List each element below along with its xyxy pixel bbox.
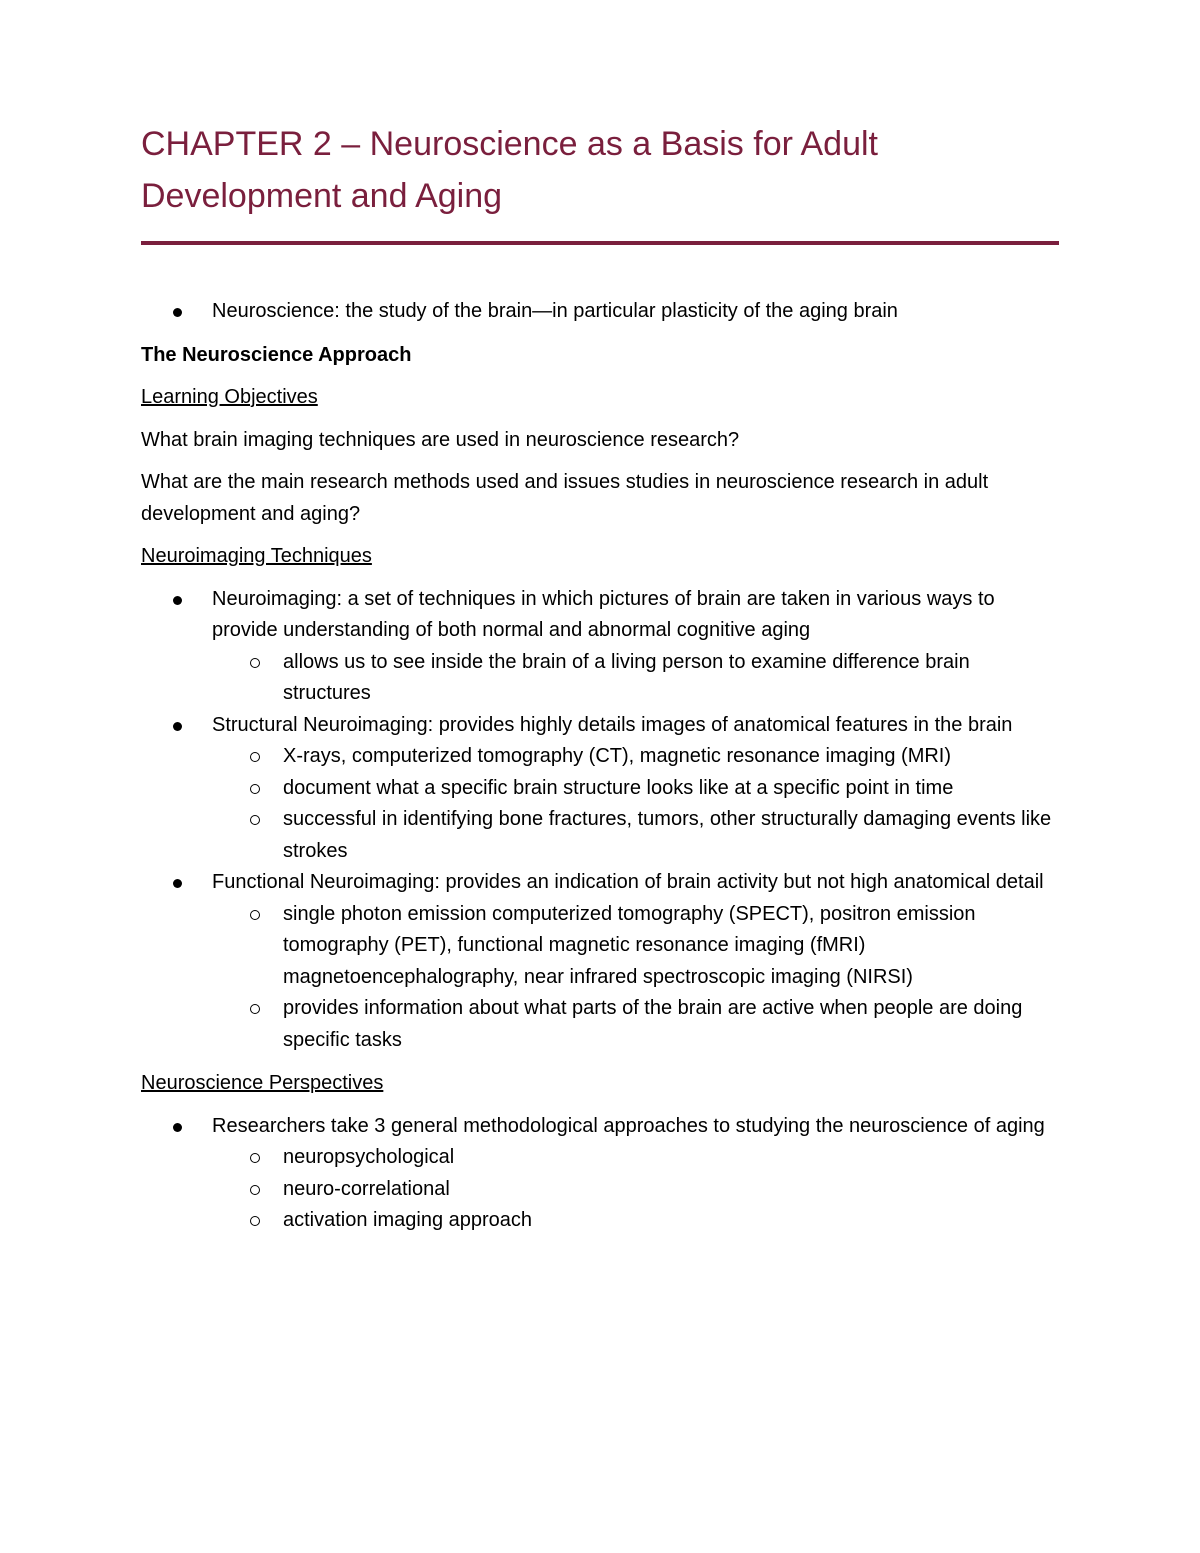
objective-question-2: What are the main research methods used and issues studies in neuroscience research in adult development and aging?: [141, 471, 989, 525]
circle-bullet-icon: [250, 1153, 260, 1163]
circle-bullet-icon: [250, 910, 260, 920]
list-item: X-rays, computerized tomography (CT), magnetic resonance imaging (MRI): [212, 741, 1059, 773]
perspectives-list: [141, 1111, 1059, 1237]
intro-section: [141, 296, 1059, 328]
intro-bullet: Neuroscience: the study of the brain—in particular plasticity of the aging brain: [141, 296, 1059, 328]
list-item: Structural Neuroimaging: provides highly details images of anatomical features in the brain X-rays, computerized tomography (CT), magnetic resonance imaging (MRI) document what a specific brain structure looks like at a specific point in time successful in identifying bone fractures, tumors, other structurally damaging events like strokes: [141, 710, 1059, 868]
list-item: document what a specific brain structure looks like at a specific point in time: [212, 773, 1059, 805]
section-heading: The Neuroscience Approach: [141, 343, 412, 366]
list-item: successful in identifying bone fractures, tumors, other structurally damaging events like strokes: [212, 804, 1059, 867]
bullet-icon: [173, 1123, 182, 1132]
perspectives-heading: Neuroscience Perspectives: [141, 1072, 384, 1094]
list-item: provides information about what parts of the brain are active when people are doing specific tasks: [212, 993, 1059, 1056]
bullet-icon: [173, 879, 182, 888]
neuroimaging-heading: Neuroimaging Techniques: [141, 545, 372, 567]
objective-question-1: What brain imaging techniques are used in neuroscience research?: [141, 428, 740, 451]
bullet-icon: [173, 722, 182, 731]
bullet-icon: [173, 596, 182, 605]
bullet-icon: [173, 308, 182, 317]
list-item: activation imaging approach: [212, 1205, 1059, 1237]
list-item: Researchers take 3 general methodological approaches to studying the neuroscience of aging neuropsychological neuro-correlational activation imaging approach: [141, 1111, 1059, 1237]
document-page: [141, 118, 1059, 1237]
circle-bullet-icon: [250, 815, 260, 825]
list-item: single photon emission computerized tomography (SPECT), positron emission tomography (PET), functional magnetic resonance imaging (fMRI) magnetoencephalography, near infrared spectroscopic imaging (NIRSI): [212, 899, 1059, 994]
chapter-title: [141, 118, 1059, 222]
circle-bullet-icon: [250, 784, 260, 794]
list-item: allows us to see inside the brain of a living person to examine difference brain structures: [212, 647, 1059, 710]
list-item: neuropsychological: [212, 1142, 1059, 1174]
circle-bullet-icon: [250, 658, 260, 668]
neuroimaging-list: [141, 584, 1059, 1057]
chapter-title-line-1: CHAPTER 2 – Neuroscience as a Basis for Adult: [141, 125, 878, 163]
title-divider: [141, 241, 1059, 245]
circle-bullet-icon: [250, 1004, 260, 1014]
circle-bullet-icon: [250, 752, 260, 762]
chapter-title-line-2: Development and Aging: [141, 177, 503, 215]
circle-bullet-icon: [250, 1216, 260, 1226]
list-item: Functional Neuroimaging: provides an indication of brain activity but not high anatomical detail single photon emission computerized tomography (SPECT), positron emission tomography (PET), functional magnetic resonance imaging (fMRI) magnetoencephalography, near infrared spectroscopic imaging (NIRSI) provides information about what parts of the brain are active when people are doing specific tasks: [141, 867, 1059, 1056]
learning-objectives-heading: Learning Objectives: [141, 386, 318, 408]
list-item: neuro-correlational: [212, 1174, 1059, 1206]
list-item: Neuroimaging: a set of techniques in which pictures of brain are taken in various ways to provide understanding of both normal and abnormal cognitive aging allows us to see inside the brain of a living person to examine difference brain structures: [141, 584, 1059, 710]
circle-bullet-icon: [250, 1185, 260, 1195]
